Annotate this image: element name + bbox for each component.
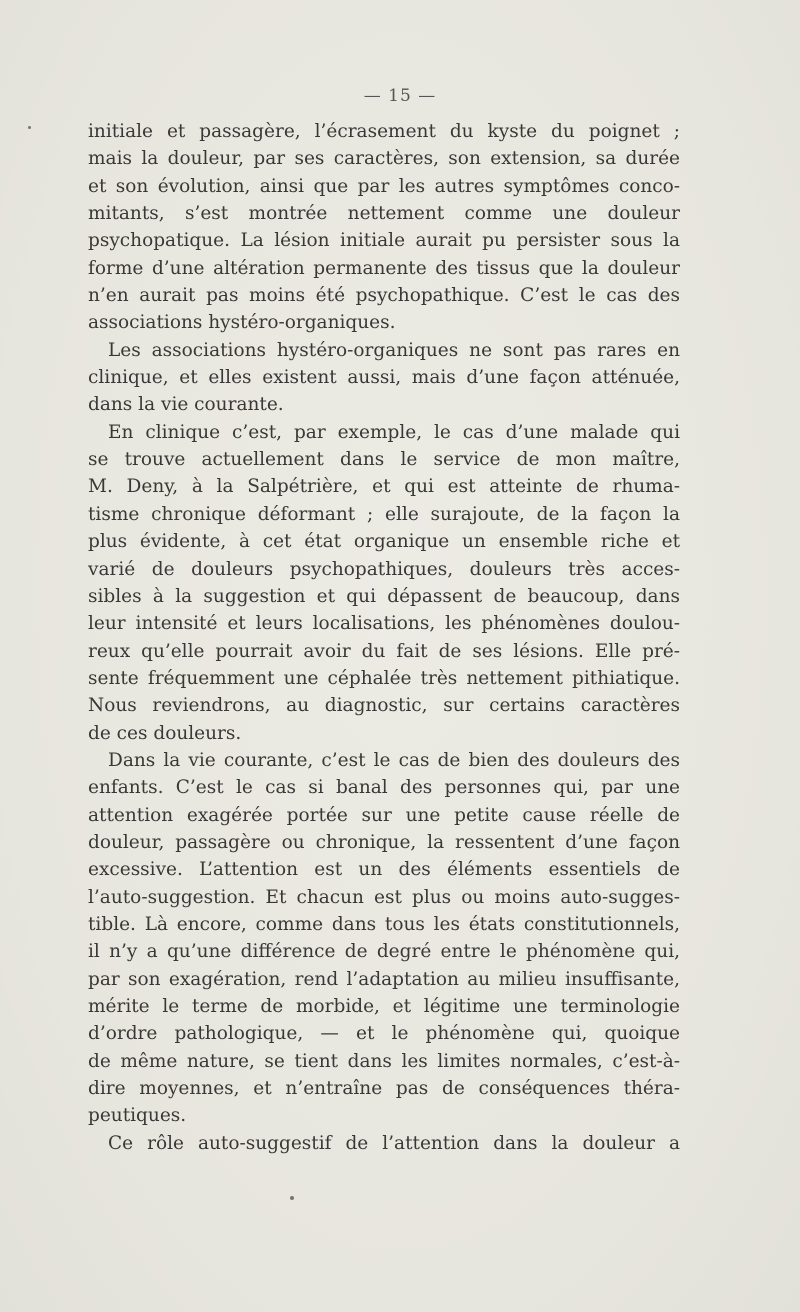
text-line: M. Deny, à la Salpétrière, et qui est atteinte de rhuma- (88, 476, 680, 498)
text-line: forme d’une altération permanente des tissus que la douleur (88, 257, 680, 279)
page-number: — 15 — (363, 86, 437, 106)
text-line: peutiques. (88, 1105, 187, 1127)
paper-speck (28, 126, 31, 129)
text-line: dans la vie courante. (88, 394, 284, 416)
text-line: d’ordre pathologique, — et le phénomène qui, quoique (88, 1023, 680, 1045)
text-line: se trouve actuellement dans le service de mon maître, (88, 449, 680, 471)
text-line: il n’y a qu’une différence de degré entre le phénomène qui, (88, 941, 680, 963)
text-line: reux qu’elle pourrait avoir du fait de ses lésions. Elle pré- (88, 640, 680, 662)
text-line: de ces douleurs. (88, 722, 242, 744)
text-line: excessive. L’attention est un des éléments essentiels de (88, 859, 680, 881)
text-line: mitants, s’est montrée nettement comme une douleur (88, 203, 680, 225)
text-line: plus évidente, à cet état organique un ensemble riche et (88, 531, 680, 553)
text-line: Ce rôle auto-suggestif de l’attention dans la douleur a (108, 1132, 680, 1154)
text-line: attention exagérée portée sur une petite cause réelle de (88, 804, 680, 826)
text-line: Dans la vie courante, c’est le cas de bien des douleurs des (108, 749, 680, 771)
text-line: leur intensité et leurs localisations, les phénomènes doulou- (88, 613, 680, 635)
text-line: psychopatique. La lésion initiale aurait pu persister sous la (88, 230, 680, 252)
text-line: tible. Là encore, comme dans tous les états constitutionnels, (88, 913, 680, 935)
text-line: et son évolution, ainsi que par les autres symptômes conco- (88, 175, 680, 197)
paper-speck (290, 1196, 294, 1200)
text-line: varié de douleurs psychopathiques, douleurs très acces- (88, 558, 680, 580)
text-line: dire moyennes, et n’entraîne pas de conséquences théra- (88, 1078, 680, 1100)
text-line: tisme chronique déformant ; elle surajoute, de la façon la (88, 503, 680, 525)
text-line: mérite le terme de morbide, et légitime une terminologie (88, 996, 680, 1017)
text-line: clinique, et elles existent aussi, mais d’une façon atténuée, (88, 367, 680, 389)
text-line: En clinique c’est, par exemple, le cas d’une malade qui (108, 421, 680, 443)
text-line: n’en aurait pas moins été psychopathique. C’est le cas des (88, 285, 680, 307)
body-text (88, 118, 680, 1157)
text-line: douleur, passagère ou chronique, la ressentent d’une façon (88, 831, 680, 853)
text-line: Nous reviendrons, au diagnostic, sur certains caractères (88, 695, 680, 717)
text-line: enfants. C’est le cas si banal des personnes qui, par une (88, 777, 680, 799)
text-line: l’auto-suggestion. Et chacun est plus ou moins auto-sugges- (88, 886, 680, 908)
text-line: initiale et passagère, l’écrasement du kyste du poignet ; (88, 121, 680, 142)
text-line: par son exagération, rend l’adaptation au milieu insuffisante, (88, 968, 680, 990)
text-line: associations hystéro-organiques. (88, 312, 396, 334)
text-line: de même nature, se tient dans les limites normales, c’est-à- (88, 1050, 680, 1072)
text-line: mais la douleur, par ses caractères, son extension, sa durée (88, 148, 680, 170)
text-line: sente fréquemment une céphalée très nettement pithiatique. (88, 667, 680, 689)
text-line: Les associations hystéro-organiques ne sont pas rares en (108, 339, 680, 361)
text-line: sibles à la suggestion et qui dépassent de beaucoup, dans (88, 585, 680, 607)
